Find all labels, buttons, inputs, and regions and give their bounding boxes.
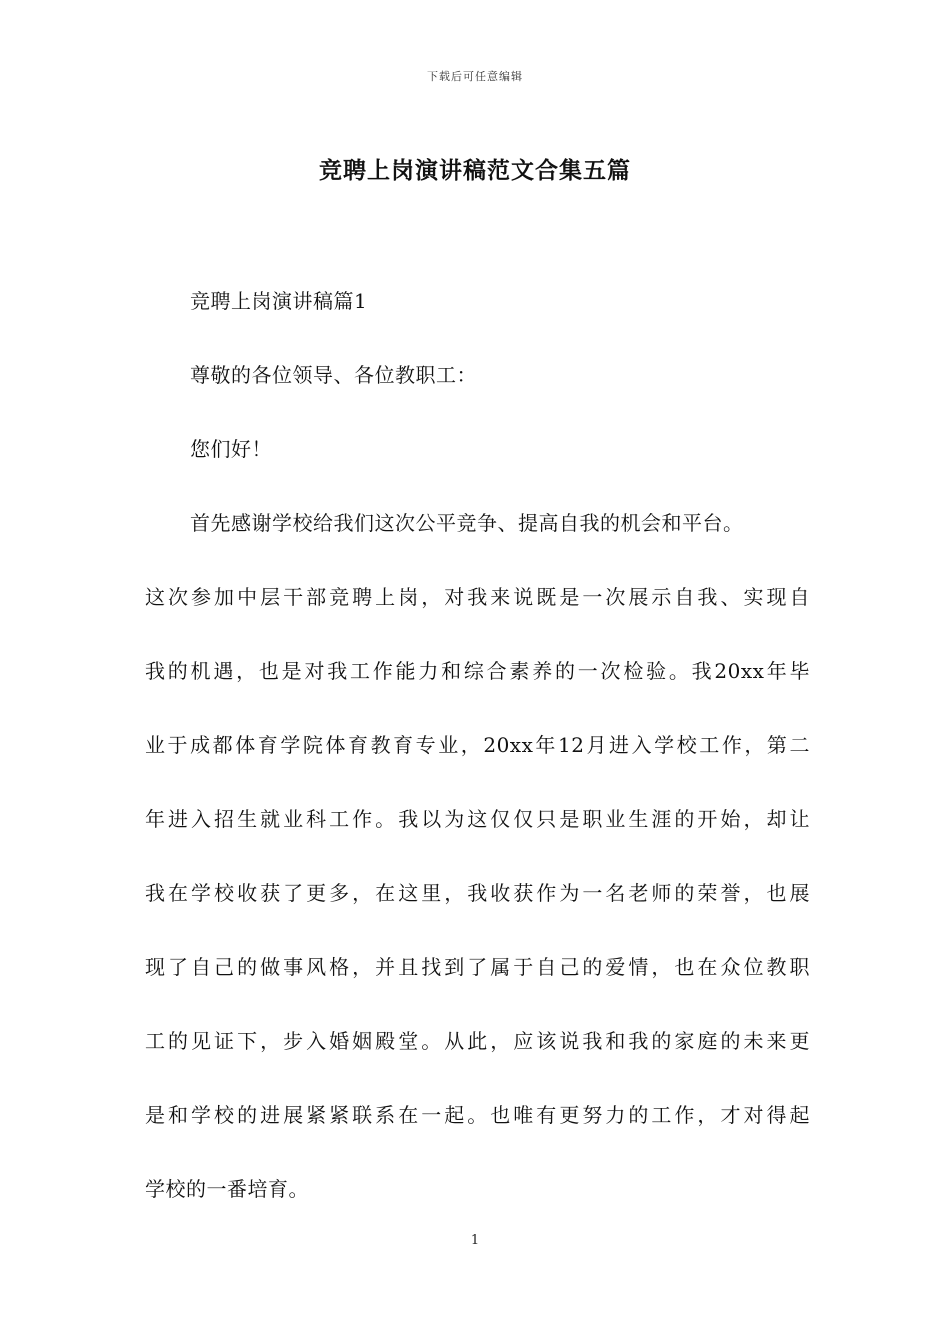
section-heading: 竞聘上岗演讲稿篇1 xyxy=(190,289,368,313)
paragraph-line: 工的见证下，步入婚姻殿堂。从此，应该说我和我的家庭的未来更 xyxy=(145,1029,810,1053)
paragraph-line: 这次参加中层干部竞聘上岗，对我来说既是一次展示自我、实现自 xyxy=(145,585,810,609)
paragraph-line: 学校的一番培育。 xyxy=(145,1177,309,1201)
document-title: 竞聘上岗演讲稿范文合集五篇 xyxy=(319,157,631,184)
paragraph-line: 我在学校收获了更多，在这里，我收获作为一名老师的荣誉，也展 xyxy=(145,881,810,905)
paragraph-line: 业于成都体育学院体育教育专业，20xx年12月进入学校工作，第二 xyxy=(145,733,810,757)
page-number: 1 xyxy=(470,1233,480,1248)
paragraph-line: 现了自己的做事风格，并且找到了属于自己的爱情，也在众位教职 xyxy=(145,955,810,979)
paragraph-line: 首先感谢学校给我们这次公平竞争、提高自我的机会和平台。 xyxy=(190,511,744,535)
document-body xyxy=(145,264,810,1226)
paragraph-line: 我的机遇，也是对我工作能力和综合素养的一次检验。我20xx年毕 xyxy=(145,659,810,683)
greeting: 您们好！ xyxy=(190,437,272,461)
salutation: 尊敬的各位领导、各位教职工： xyxy=(190,363,477,387)
paragraph-line: 是和学校的进展紧紧联系在一起。也唯有更努力的工作，才对得起 xyxy=(145,1103,810,1127)
header-note: 下载后可任意编辑 xyxy=(427,70,523,83)
paragraph-line: 年进入招生就业科工作。我以为这仅仅只是职业生涯的开始，却让 xyxy=(145,807,810,831)
